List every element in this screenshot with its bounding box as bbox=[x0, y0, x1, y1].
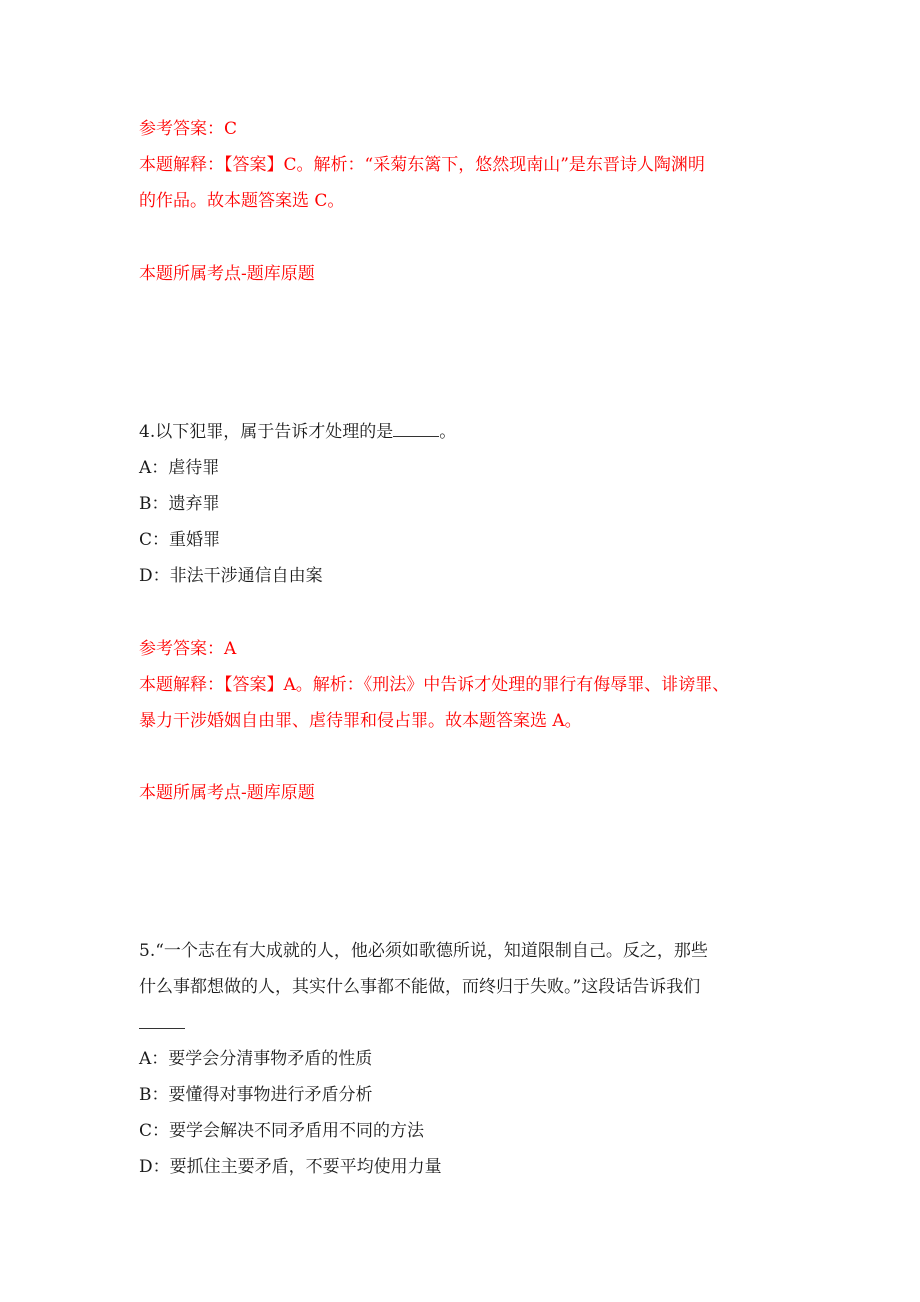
question-5-option-a: A：要学会分清事物矛盾的性质 bbox=[139, 1049, 373, 1069]
source-q4: 本题所属考点-题库原题 bbox=[139, 783, 315, 803]
question-4-option-a: A：虐待罪 bbox=[139, 458, 220, 478]
question-4-stem bbox=[139, 420, 456, 444]
question-4-stem-end: 。 bbox=[439, 422, 457, 442]
question-4-option-c: C：重婚罪 bbox=[139, 530, 221, 550]
explanation-q3-line2: 的作品。故本题答案选 C。 bbox=[139, 191, 345, 211]
question-5-option-c: C：要学会解决不同矛盾用不同的方法 bbox=[139, 1121, 425, 1141]
question-5-option-b: B：要懂得对事物进行矛盾分析 bbox=[139, 1085, 373, 1105]
question-5-blank-line bbox=[139, 1012, 185, 1036]
explanation-q3-line1: 本题解释：【答案】C。解析：“采菊东篱下，悠然现南山”是东晋诗人陶渊明 bbox=[139, 155, 705, 175]
question-5-stem-line1: 5.“一个志在有大成就的人，他必须如歌德所说，知道限制自己。反之，那些 bbox=[139, 941, 708, 961]
source-q3: 本题所属考点-题库原题 bbox=[139, 264, 315, 284]
explanation-q4-line1: 本题解释：【答案】A。解析：《刑法》中告诉才处理的罪行有侮辱罪、诽谤罪、 bbox=[139, 675, 730, 695]
answer-blank bbox=[139, 1027, 185, 1029]
question-5-stem-line2: 什么事都想做的人，其实什么事都不能做，而终归于失败。”这段话告诉我们 bbox=[139, 977, 701, 997]
answer-blank bbox=[393, 435, 439, 437]
explanation-q4-line2: 暴力干涉婚姻自由罪、虐待罪和侵占罪。故本题答案选 A。 bbox=[139, 711, 582, 731]
answer-q3: 参考答案：C bbox=[139, 119, 238, 139]
question-4-stem-text: 4.以下犯罪，属于告诉才处理的是 bbox=[139, 422, 394, 442]
question-4-option-b: B：遗弃罪 bbox=[139, 494, 220, 514]
question-5-option-d: D：要抓住主要矛盾，不要平均使用力量 bbox=[139, 1157, 442, 1177]
question-4-option-d: D：非法干涉通信自由案 bbox=[139, 566, 323, 586]
answer-q4: 参考答案：A bbox=[139, 639, 237, 659]
